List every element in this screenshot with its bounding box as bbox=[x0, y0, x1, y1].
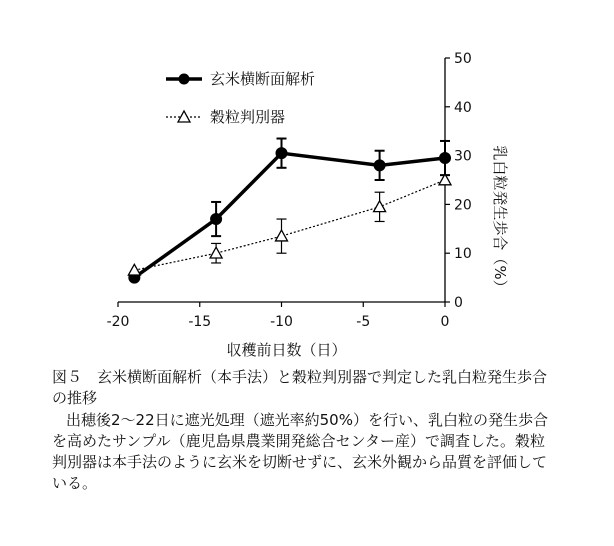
data-point bbox=[276, 148, 287, 159]
data-point bbox=[374, 201, 386, 212]
y-tick-label: 50 bbox=[454, 51, 472, 67]
x-axis-title: 収穫前日数（日） bbox=[226, 341, 347, 359]
data-point bbox=[440, 153, 451, 164]
y-axis-title: 乳白粒発生歩合（%） bbox=[491, 145, 509, 295]
y-tick-label: 0 bbox=[454, 295, 463, 311]
x-tick-label: -20 bbox=[106, 314, 130, 330]
y-tick-label: 40 bbox=[454, 99, 472, 116]
series-line bbox=[134, 180, 445, 270]
data-point bbox=[210, 247, 222, 258]
x-tick-label: -15 bbox=[188, 314, 212, 330]
figure-caption-title: 図５ 玄米横断面解析（本手法）と穀粒判別器で判定した乳白粒発生歩合の推移 bbox=[52, 368, 548, 407]
legend-marker-1 bbox=[179, 74, 190, 85]
data-point bbox=[276, 230, 288, 241]
y-tick-label: 10 bbox=[454, 246, 472, 263]
y-tick-label: 20 bbox=[454, 197, 472, 214]
series-1 bbox=[129, 139, 451, 284]
series-2 bbox=[128, 174, 451, 275]
legend-label-2: 穀粒判別器 bbox=[210, 108, 286, 126]
y-tick-label: 30 bbox=[454, 148, 472, 165]
data-point bbox=[374, 160, 385, 171]
x-tick-label: 0 bbox=[440, 314, 450, 330]
figure-caption-body: 出穂後2～22日に遮光処理（遮光率約50%）を行い、乳白粒の発生歩合を高めたサンプル（鹿児島県農業開発総合センター産）で調査した。穀粒判別器は本手法のように玄米を切断せずに、玄米外観から品質を評価している。 bbox=[52, 411, 548, 492]
x-tick-label: -5 bbox=[356, 314, 371, 330]
x-tick-label: -10 bbox=[270, 314, 293, 330]
legend-label-1: 玄米横断面解析 bbox=[210, 70, 316, 88]
series-layer bbox=[128, 139, 451, 284]
legend bbox=[166, 70, 315, 126]
axes bbox=[107, 51, 509, 359]
series-line bbox=[134, 153, 445, 277]
data-point bbox=[211, 214, 222, 225]
